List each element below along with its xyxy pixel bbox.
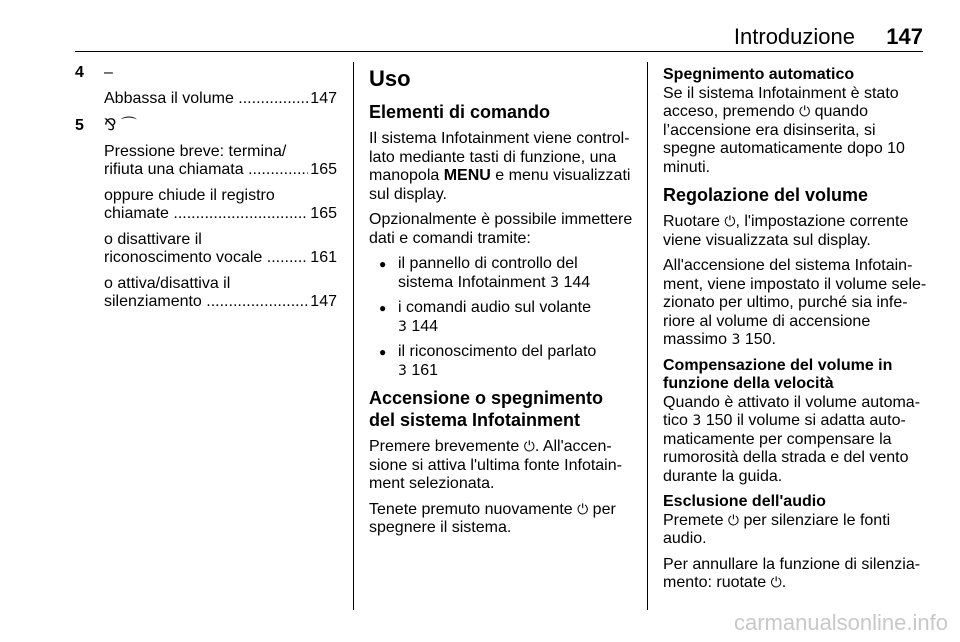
toc-line: Pressione breve: termina/ [104,142,287,160]
item-symbol: – [104,64,113,81]
power-icon: ⏻ [799,104,811,120]
paragraph: Per annullare la funzione di silenzia-mento: ruotate ⏻. [663,555,921,591]
subsection-heading: Elementi di comando [369,102,551,122]
paragraph: All'accensione del sistema Infotain-ment, viene impostato il volume sele-zionato per ultimo, purché sia infe-riore al volume di accensione massimo 3 150. [663,257,927,348]
page-header [75,24,923,50]
minor-heading: Esclusione dell'audio [663,493,826,510]
reference-icon: 3 [398,318,407,335]
right-column [663,64,928,600]
paragraph: Opzionalmente è possibile immettere dati e comandi tramite: [369,211,633,247]
toc-page: 165 [310,205,337,222]
bullet-list [369,255,633,380]
toc-page: 161 [310,249,337,266]
paragraph: Premete ⏻ per silenziare le fonti audio. [663,511,891,547]
minor-heading: Compensazione del volume in funzione della velocità [663,356,893,392]
toc-entry [104,143,337,180]
toc-label: riconoscimento vocale ..... [104,249,308,268]
toc-page: 147 [310,293,337,310]
list-item: ● il riconoscimento del parlato 3 161 [369,343,633,380]
power-icon: ⏻ [577,501,589,518]
middle-column [369,64,633,545]
toc-page: 147 [310,89,337,107]
reference-icon: 3 [731,332,741,348]
toc-entry [104,90,337,109]
paragraph: Tenete premuto nuovamente ⏻ per spegnere il sistema. [369,500,616,536]
reference-icon: 3 [550,274,559,291]
toc-entry [104,275,337,312]
control-item-5 [75,117,337,312]
toc-label: silenziamento ..... [104,293,308,312]
control-item-4 [75,64,337,108]
knob-icon: ⏻ [727,512,739,529]
reference-icon: 3 [692,413,702,429]
item-number: 5 [75,117,84,134]
paragraph: Se il sistema Infotainment è stato acceso, premendo ⏻ quando l’accensione era disinserita, si spegne automaticamente dopo 10 minuti. [663,84,905,176]
toc-label: Abbassa il volume ..... [104,90,308,109]
minor-heading: Spegnimento automatico [663,66,855,83]
toc-line: o disattivare il [104,230,202,248]
toc-line: oppure chiude il registro [104,186,275,204]
menu-label: MENU [443,167,491,184]
subsection-heading: Regolazione del volume [663,185,869,205]
toc-entry [104,231,337,268]
toc-entry [104,187,337,224]
subsection-heading: Accensione o spegnimento del sistema Infotainment [369,388,604,430]
toc-label: chiamate ..... [104,205,308,224]
list-item: ● il pannello di controllo del sistema Infotainment 3 144 [369,255,633,292]
watermark: carmanualsonline.info [733,610,948,635]
paragraph: Quando è attivato il volume automa-tico 3 150 il volume si adatta auto-maticamente per compensare la rumorosità della strada e del vento durante la guida. [663,393,921,485]
section-heading: Uso [369,66,411,91]
page-number: 147 [886,24,923,49]
toc-label: rifiuta una chiamata ..... [104,161,308,180]
toc-line: o attiva/disattiva il [104,274,231,292]
knob-icon: ⏻ [724,214,736,230]
column-divider-1 [353,62,354,610]
item-number: 4 [75,64,84,81]
header-divider [75,51,923,52]
power-icon: ⏻ [523,439,535,455]
page-title: Introduzione [733,24,855,49]
paragraph: Premere brevemente ⏻. All'accen-sione si attiva l'ultima fonte Infotain-ment selezionata. [369,438,622,492]
paragraph: Ruotare ⏻, l'impostazione corrente viene visualizzata sul display. [663,213,909,249]
reference-icon: 3 [398,362,407,379]
item-symbol: ⅋ ⌒ [104,117,137,134]
knob-icon: ⏻ [770,575,782,591]
paragraph: Il sistema Infotainment viene control-lato mediante tasti di funzione, una manopola MENU e menu visualizzati sul display. [369,130,631,203]
toc-page: 165 [310,161,337,178]
left-column [75,64,337,319]
list-item: ● i comandi audio sul volante 3 144 [369,299,633,336]
column-divider-2 [647,62,648,610]
